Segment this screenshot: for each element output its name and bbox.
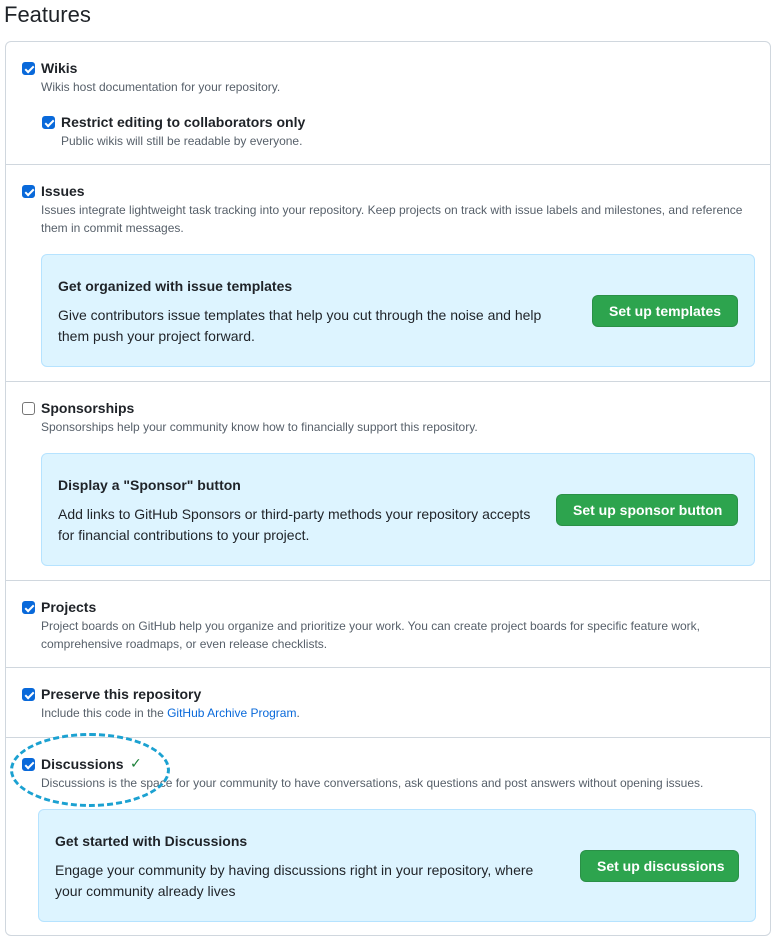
sponsorships-checkbox[interactable] <box>22 402 35 415</box>
wikis-checkbox[interactable] <box>22 62 35 75</box>
sponsor-button-promo <box>41 453 755 566</box>
sponsorships-description: Sponsorships help your community know how to financially support this repository. <box>41 420 478 434</box>
promo-title: Display a "Sponsor" button <box>58 477 241 493</box>
promo-body: Add links to GitHub Sponsors or third-party methods your repository accepts for financial contributions to your project. <box>58 506 531 543</box>
github-archive-program-link[interactable]: GitHub Archive Program <box>167 706 297 720</box>
preserve-description <box>41 704 741 722</box>
promo-body: Engage your community by having discussions right in your repository, where your community already lives <box>55 862 534 899</box>
promo-body: Give contributors issue templates that help you cut through the noise and help them push your project forward. <box>58 307 542 344</box>
sponsorships-section <box>6 381 770 581</box>
discussions-description: Discussions is the space for your community to have conversations, ask questions and post answers without opening issues. <box>41 776 704 790</box>
discussions-promo <box>38 809 756 922</box>
preserve-description-prefix: Include this code in the <box>41 706 168 720</box>
set-up-sponsor-button[interactable]: Set up sponsor button <box>556 494 738 526</box>
wikis-section <box>6 42 770 164</box>
promo-title: Get organized with issue templates <box>58 278 293 294</box>
projects-section <box>6 580 770 668</box>
issues-checkbox[interactable] <box>22 185 35 198</box>
check-icon: ✓ <box>130 755 142 771</box>
wikis-description: Wikis host documentation for your repository. <box>41 80 281 94</box>
promo-title: Get started with Discussions <box>55 833 248 849</box>
preserve-section <box>6 667 770 738</box>
preserve-description-suffix: . <box>296 706 300 720</box>
sponsorships-label[interactable]: Sponsorships <box>41 400 135 416</box>
highlight-ring <box>10 733 170 807</box>
set-up-templates-button[interactable]: Set up templates <box>592 295 738 327</box>
issues-description: Issues integrate lightweight task tracking into your repository. Keep projects on track with issue labels and milestones, and reference them in commit messages. <box>41 203 743 235</box>
preserve-label[interactable]: Preserve this repository <box>41 686 202 702</box>
projects-description: Project boards on GitHub help you organize and prioritize your work. You can create project boards for specific feature work, comprehensive roadmaps, or even release checklists. <box>41 619 701 651</box>
page-title: Features <box>4 2 91 27</box>
set-up-discussions-button[interactable]: Set up discussions <box>580 850 739 882</box>
discussions-label[interactable]: Discussions <box>41 756 124 772</box>
restrict-editing-checkbox[interactable] <box>42 116 55 129</box>
issues-label[interactable]: Issues <box>41 183 85 199</box>
projects-checkbox[interactable] <box>22 601 35 614</box>
restrict-editing-description: Public wikis will still be readable by everyone. <box>61 134 303 148</box>
issues-section <box>6 164 770 382</box>
preserve-checkbox[interactable] <box>22 688 35 701</box>
issue-templates-promo <box>41 254 755 367</box>
wikis-label[interactable]: Wikis <box>41 60 78 76</box>
restrict-editing-label[interactable]: Restrict editing to collaborators only <box>61 114 306 130</box>
projects-label[interactable]: Projects <box>41 599 97 615</box>
